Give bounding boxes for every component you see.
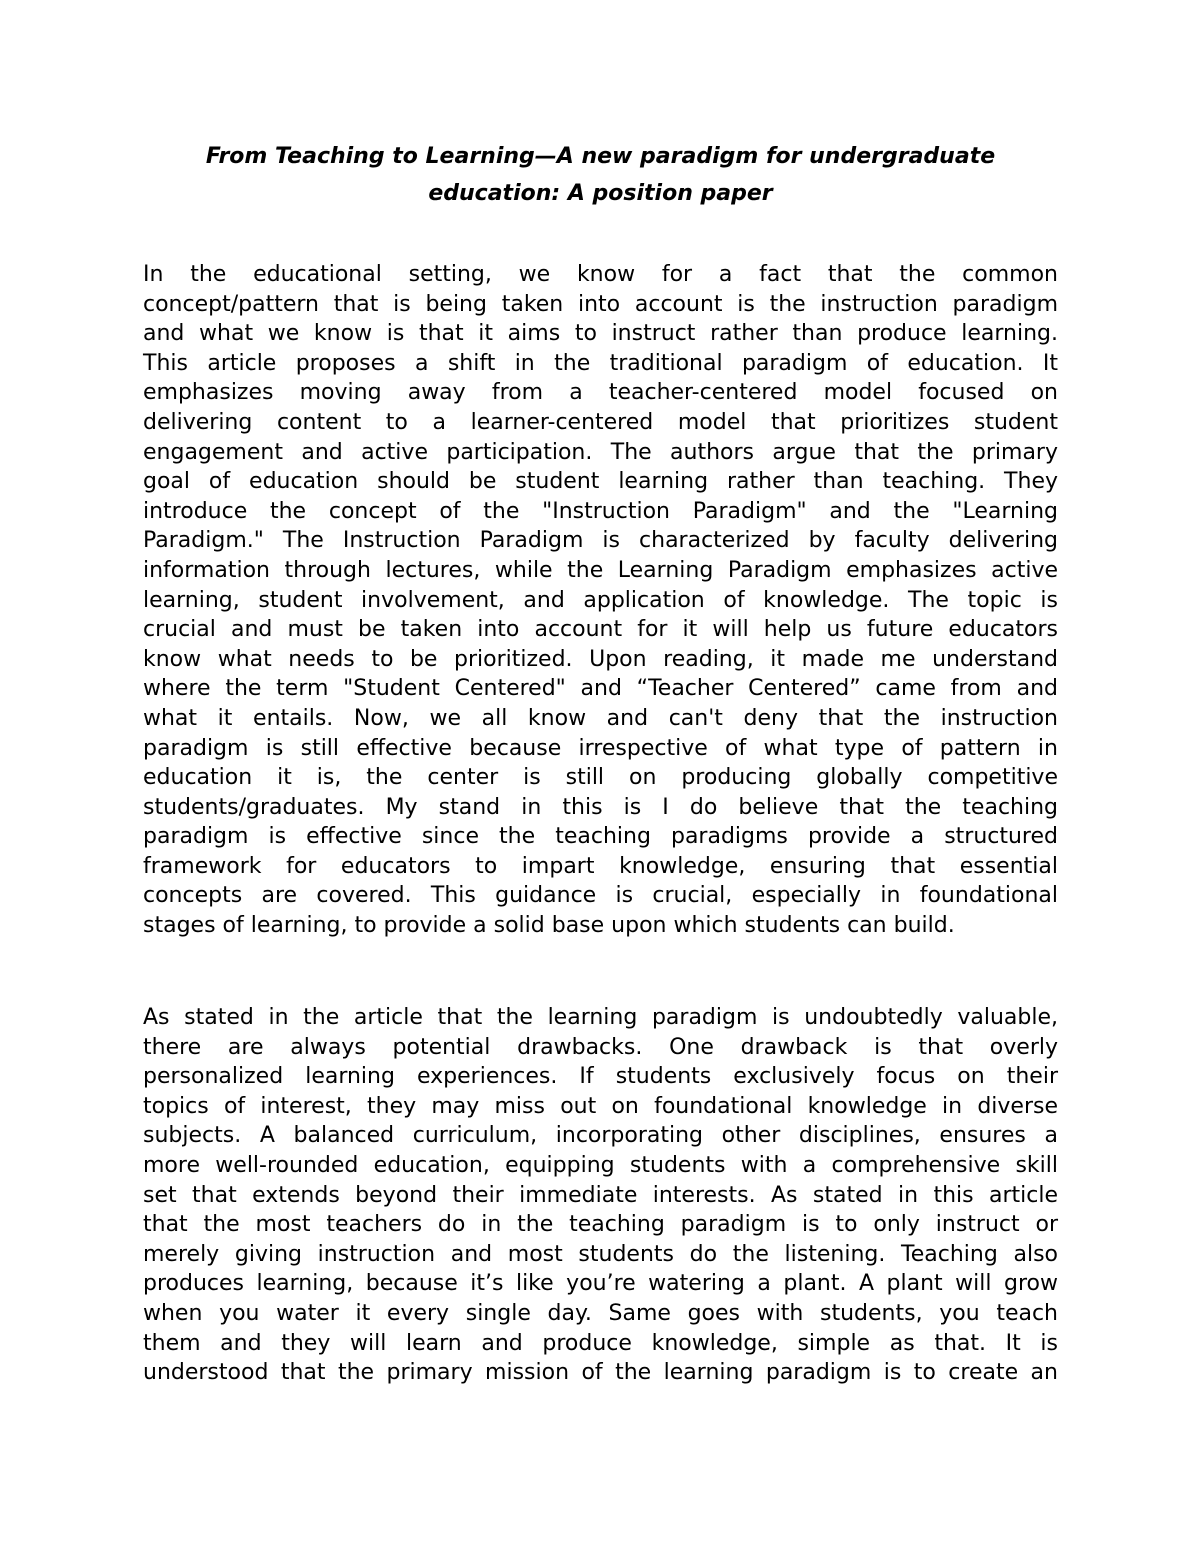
text-line: topics of interest, they may miss out on foundational knowledge in diverse xyxy=(143,1093,1058,1119)
text-line: information through lectures, while the Learning Paradigm emphasizes active xyxy=(143,557,1058,583)
text-line: where the term "Student Centered" and “Teacher Centered” came from and xyxy=(143,676,1058,702)
paragraph xyxy=(143,260,1058,941)
text-line: when you water it every single day. Same goes with students, you teach xyxy=(143,1300,1058,1326)
text-line: introduce the concept of the "Instruction Paradigm" and the "Learning xyxy=(143,498,1058,524)
text-line: stages of learning, to provide a solid base upon which students can build. xyxy=(143,913,955,939)
text-line: learning, student involvement, and application of knowledge. The topic is xyxy=(143,587,1058,613)
text-line: more well-rounded education, equipping students with a comprehensive skill xyxy=(143,1152,1058,1178)
text-line: know what needs to be prioritized. Upon reading, it made me understand xyxy=(143,646,1058,672)
text-line: set that extends beyond their immediate interests. As stated in this article xyxy=(143,1182,1058,1208)
paragraph xyxy=(143,1003,1058,1388)
text-line: goal of education should be student learning rather than teaching. They xyxy=(143,469,1058,495)
text-line: paradigm is effective since the teaching paradigms provide a structured xyxy=(143,824,1058,850)
text-line: concepts are covered. This guidance is crucial, especially in foundational xyxy=(143,883,1058,909)
text-line: Paradigm." The Instruction Paradigm is characterized by faculty delivering xyxy=(143,528,1058,554)
text-line: what it entails. Now, we all know and can't deny that the instruction xyxy=(143,705,1058,731)
text-line: In the educational setting, we know for a fact that the common xyxy=(143,262,1058,287)
text-line: students/graduates. My stand in this is I do believe that the teaching xyxy=(143,794,1058,820)
text-line: personalized learning experiences. If students exclusively focus on their xyxy=(143,1064,1058,1090)
text-line: understood that the primary mission of the learning paradigm is to create an xyxy=(143,1360,1058,1386)
text-line: them and they will learn and produce knowledge, simple as that. It is xyxy=(143,1330,1058,1356)
text-line: and what we know is that it aims to instruct rather than produce learning. xyxy=(143,321,1058,347)
text-line: concept/pattern that is being taken into account is the instruction paradigm xyxy=(143,291,1058,317)
text-line: crucial and must be taken into account for it will help us future educators xyxy=(143,617,1058,643)
text-line: framework for educators to impart knowledge, ensuring that essential xyxy=(143,853,1058,879)
text-line: produces learning, because it’s like you’re watering a plant. A plant will grow xyxy=(143,1271,1058,1297)
text-line: there are always potential drawbacks. One drawback is that overly xyxy=(143,1034,1058,1060)
text-line: As stated in the article that the learning paradigm is undoubtedly valuable, xyxy=(143,1005,1058,1030)
text-line: engagement and active participation. The authors argue that the primary xyxy=(143,439,1058,465)
text-line: delivering content to a learner-centered model that prioritizes student xyxy=(143,409,1058,435)
text-line: merely giving instruction and most students do the listening. Teaching also xyxy=(143,1241,1058,1267)
text-line: subjects. A balanced curriculum, incorporating other disciplines, ensures a xyxy=(143,1123,1058,1149)
text-line: paradigm is still effective because irrespective of what type of pattern in xyxy=(143,735,1058,761)
text-line: This article proposes a shift in the traditional paradigm of education. It xyxy=(143,350,1058,376)
text-line: education it is, the center is still on producing globally competitive xyxy=(143,765,1058,791)
text-line: that the most teachers do in the teaching paradigm is to only instruct or xyxy=(143,1212,1058,1238)
text-line: emphasizes moving away from a teacher-centered model focused on xyxy=(143,380,1058,406)
document-title: From Teaching to Learning—A new paradigm for undergraduate education: A position paper xyxy=(205,144,996,206)
